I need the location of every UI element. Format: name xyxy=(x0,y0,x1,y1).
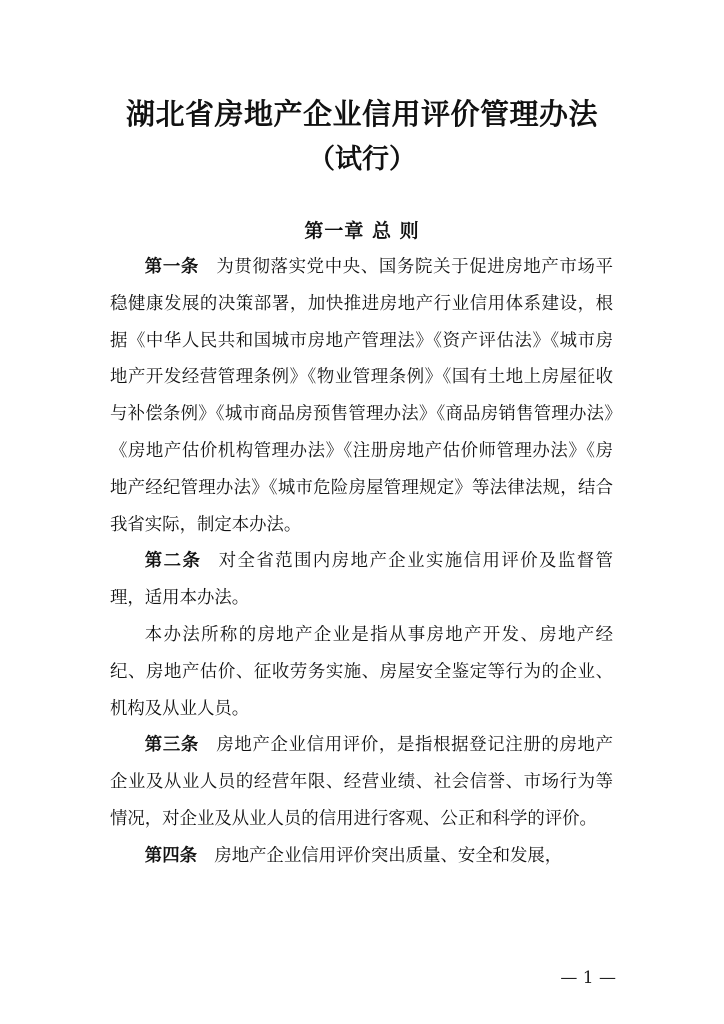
paragraph-text: 房地产企业信用评价，是指根据登记注册的房地产企业及从业人员的经营年限、经营业绩、社会信誉、市场行为等情况，对企业及从业人员的信用进行客观、公正和科学的评价。 xyxy=(110,735,613,829)
page-number: — 1 — xyxy=(560,968,616,988)
document-title: 湖北省房地产企业信用评价管理办法 xyxy=(125,97,598,131)
paragraph-text: 为贯彻落实党中央、国务院关于促进房地产市场平稳健康发展的决策部署，加快推进房地产行业信用体系建设，根据《中华人民共和国城市房地产管理法》《资产评估法》《城市房地产开发经营管理条例》《物业管理条例》《国有土地上房屋征收与补偿条例》《城市商品房预售管理办法》《商品房销售管理办法》《房地产估价机构管理办法》《注册房地产估价师管理办法》《房地产经纪管理办法》《城市危险房屋管理规定》等法律法规，结合我省实际，制定本办法。 xyxy=(110,257,613,535)
article-number: 第二条 xyxy=(144,551,202,572)
document-body xyxy=(110,249,613,875)
document-subtitle: （试行） xyxy=(308,144,416,175)
article-number: 第一条 xyxy=(144,257,199,277)
chapter-heading: 第一章 总 则 xyxy=(304,220,420,242)
paragraph-text: 本办法所称的房地产企业是指从事房地产开发、房地产经纪、房地产估价、征收劳务实施、房屋安全鉴定等行为的企业、机构及从业人员。 xyxy=(110,624,613,719)
paragraph-text: 房地产企业信用评价突出质量、安全和发展， xyxy=(214,845,563,866)
paragraph xyxy=(110,727,613,837)
paragraph xyxy=(110,838,613,875)
paragraph xyxy=(110,249,613,543)
paragraph xyxy=(110,543,613,617)
paragraph-text: 对全省范围内房地产企业实施信用评价及监督管理，适用本办法。 xyxy=(110,551,613,609)
article-number: 第三条 xyxy=(144,735,199,756)
article-number: 第四条 xyxy=(144,845,197,866)
paragraph xyxy=(110,617,613,727)
